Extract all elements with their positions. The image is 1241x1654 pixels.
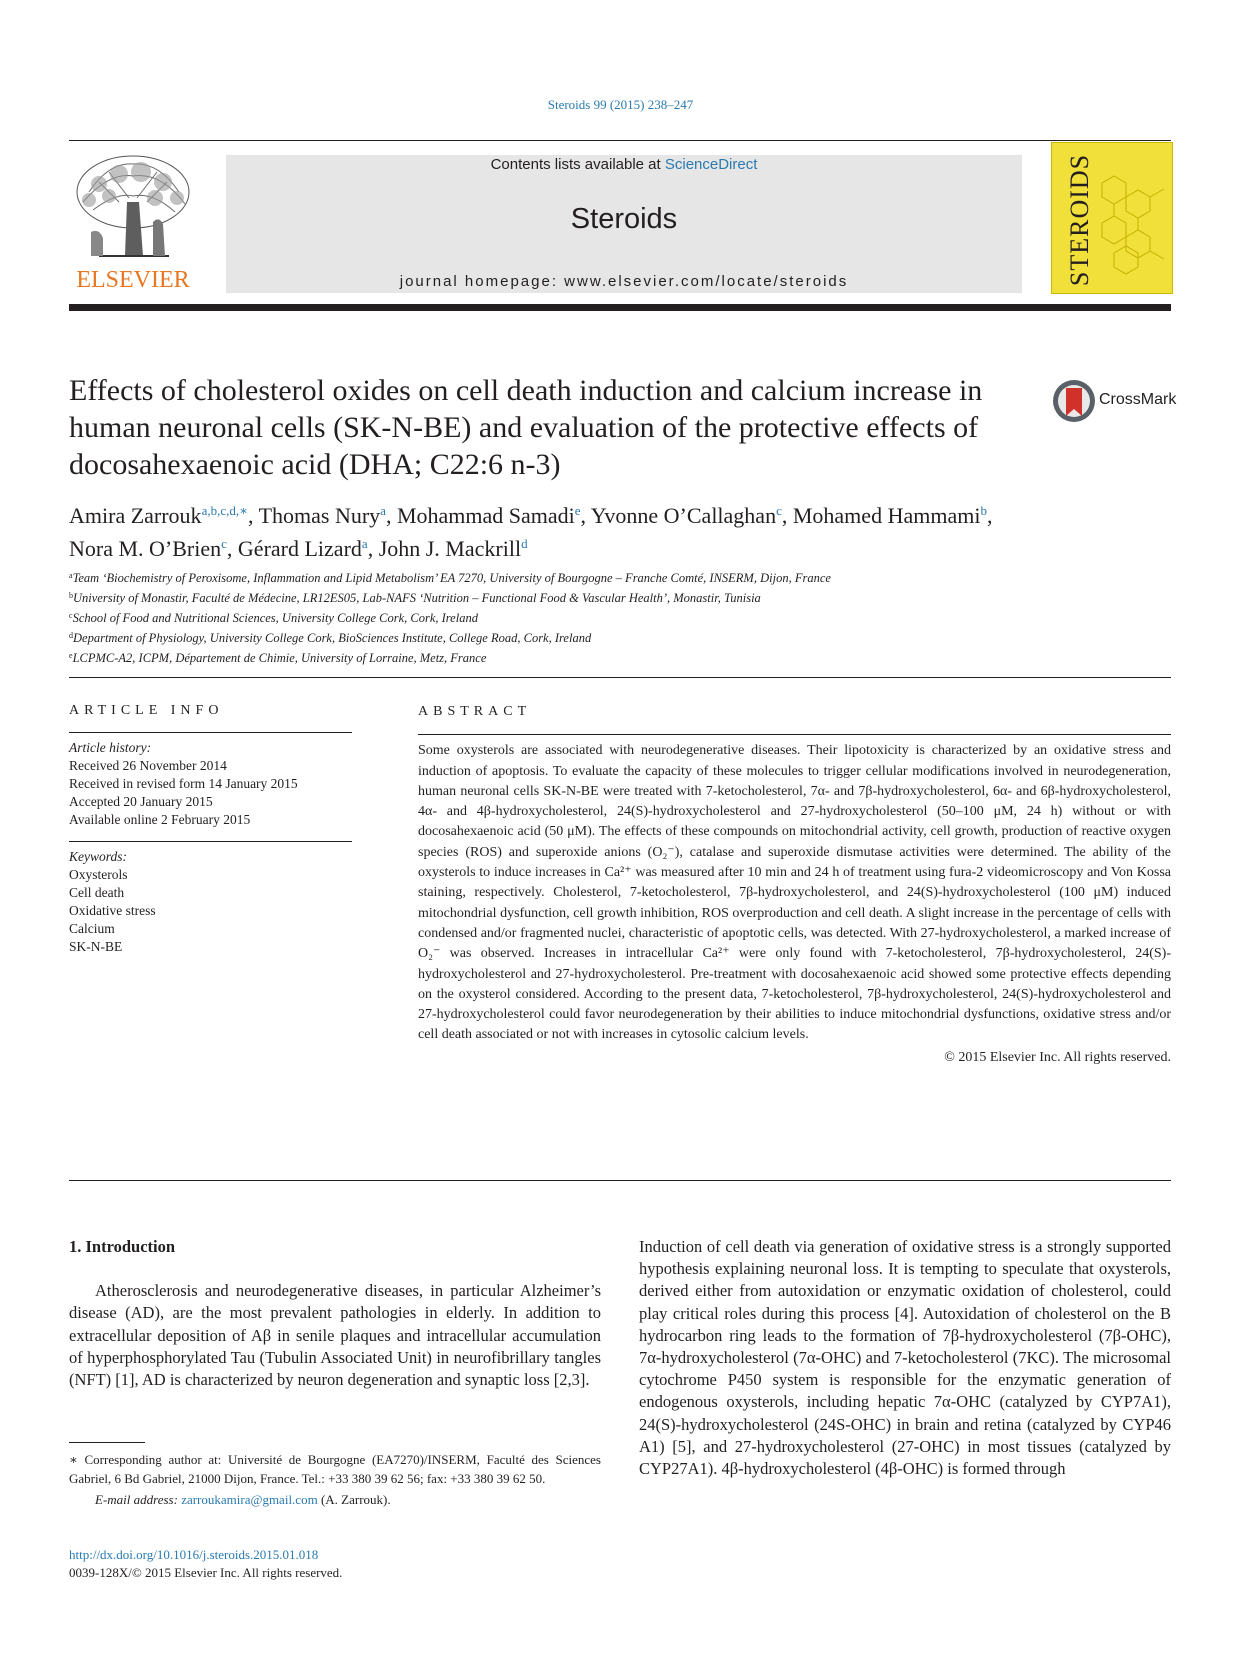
abstract-heading: ABSTRACT xyxy=(418,704,532,719)
journal-cover xyxy=(1051,142,1173,294)
footnote xyxy=(69,1451,601,1510)
author[interactable]: John J. Mackrill$^d$ xyxy=(378,536,528,561)
history-item: Received 26 November 2014 xyxy=(69,758,227,773)
article-title: Effects of cholesterol oxides on cell death induction and calcium increase in human neuronal cells (SK-N-BE) and evaluation of the protective effects of docosahexaenoic acid (DHA; C22:6 n-3) xyxy=(69,374,983,481)
body-column-left xyxy=(69,1236,601,1391)
affiliations-bottom-rule xyxy=(69,677,1171,678)
affiliation: $^d$Department of Physiology, University College Cork, BioSciences Institute, College Road, Cork, Ireland xyxy=(69,631,592,645)
abstract-copyright: © 2015 Elsevier Inc. All rights reserved. xyxy=(944,1049,1171,1065)
body-column-right xyxy=(639,1236,1171,1480)
header-top-rule xyxy=(69,140,1171,141)
email-line: E-mail address: zarroukamira@gmail.com (A. Zarrouk). xyxy=(95,1492,391,1507)
crossmark-label: CrossMark xyxy=(1099,391,1177,408)
journal-homepage[interactable]: journal homepage: www.elsevier.com/locate/steroids xyxy=(399,273,849,290)
journal-name: Steroids xyxy=(570,203,678,235)
author[interactable]: Gérard Lizard$^a$ xyxy=(237,536,368,561)
affiliation: $^e$LCPMC-A2, ICPM, Département de Chimie, University of Lorraine, Metz, France xyxy=(69,651,487,665)
paragraph: Atherosclerosis and neurodegenerative diseases, in particular Alzheimer’s disease (AD), are the most prevalent pathologies in elderly. In addition to extracellular deposition of Aβ in senile plaques and intracellular accumulation of hyperphosphorylated Tau (Tubulin Associated Unit) in neurofibrillary tangles (NFT) [1], AD is characterized by neuron degeneration and synaptic loss [2,3]. xyxy=(69,1281,601,1390)
email-link[interactable]: zarroukamira@gmail.com xyxy=(181,1492,318,1507)
sciencedirect-link[interactable]: ScienceDirect xyxy=(664,156,758,173)
author[interactable]: Nora M. O’Brien$^c$ xyxy=(69,536,227,561)
abstract-text: Some oxysterols are associated with neurodegenerative diseases. Their lipotoxicity is characterized by an oxidative stress and induction of apoptosis. To evaluate the capacity of these molecules to trigger cellular modifications involved in neurodegeneration, human neuronal cells SK-N-BE were treated with 7-ketocholesterol, 7α- and 7β-hydroxycholesterol, 6α- and 6β-hydroxycholesterol, 4α- and 4β-hydroxycholesterol, 24(S)-hydroxycholesterol and 27-hydroxycholesterol (50–100 μM, 24 h) without or with docosahexaenoic acid (50 μM). The effects of these compounds on mitochondrial activity, cell growth, production of reactive oxygen species (ROS) and superoxide anions (O₂⁻), catalase and superoxide dismutase activities were determined. The ability of the oxysterols to induce increases in Ca²⁺ was measured after 10 min and 24 h of treatment using fura-2 videomicroscopy and Von Kossa staining, respectively. Cholesterol, 7-ketocholesterol, 7β-hydroxycholesterol, and 24(S)-hydroxycholesterol (100 μM) induced mitochondrial dysfunction, cell growth inhibition, ROS overproduction and cell death. A slight increase in the percentage of cells with condensed and/or fragmented nuclei, characteristic of apoptotic cells, was detected. With 27-hydroxycholesterol, a marked increase of O₂⁻ was observed. Increases in intracellular Ca²⁺ were only found with 7-ketocholesterol, 7β-hydroxycholesterol, 24(S)-hydroxycholesterol and 27-hydroxycholesterol. Pre-treatment with docosahexaenoic acid showed some protective effects depending on the oxysterol considered. According to the present data, 7-ketocholesterol, 7β-hydroxycholesterol, 24(S)-hydroxycholesterol and 27-hydroxycholesterol could favor neurodegeneration by their abilities to induce mitochondrial dysfunctions, oxidative stress and/or cell death associated or not with increases in cytosolic calcium levels. xyxy=(418,743,1171,1043)
affiliation-list xyxy=(69,567,1171,667)
keyword: Oxysterols xyxy=(69,867,128,882)
keyword: Oxidative stress xyxy=(69,903,156,918)
abstract-rule xyxy=(418,734,1171,735)
author[interactable]: Mohamed Hammami$^b$ xyxy=(792,503,987,528)
section-heading: 1. Introduction xyxy=(69,1237,176,1256)
elsevier-logo xyxy=(69,152,197,294)
header-thick-rule xyxy=(69,304,1171,311)
history-label: Article history: xyxy=(69,740,152,755)
journal-banner xyxy=(226,155,1022,293)
crossmark-icon xyxy=(1051,378,1097,424)
cover-title: STEROIDS xyxy=(1065,153,1095,287)
paragraph: Induction of cell death via generation of oxidative stress is a strongly supported hypothesis explaining neuronal loss. It is tempting to speculate that oxysterols, derived either from autoxidation or enzymatic oxidation of cholesterol, could play critical roles during this process [4]. Autoxidation of cholesterol on the B hydrocarbon ring leads to the formation of 7β-hydroxycholesterol (7β-OHC), 7α-hydroxycholesterol (7α-OHC) and 7-ketocholesterol (7KC). The microsomal cytochrome P450 system is responsible for the enzymatic generation of endogenous oxysterols, including hepatic 7α-OHC (catalyzed by CYP7A1), 24(S)-hydroxycholesterol (24S-OHC) in brain and retina (catalyzed by CYP46 A1) [5], and 27-hydroxycholesterol (27-OHC) in most tissues (catalyzed by CYP27A1). 4β-hydroxycholesterol (4β-OHC) is formed through xyxy=(639,1237,1171,1479)
keyword: Cell death xyxy=(69,885,125,900)
keywords-label: Keywords: xyxy=(69,849,127,864)
history-item: Received in revised form 14 January 2015 xyxy=(69,776,298,791)
contents-prefix: Contents lists available at xyxy=(490,156,661,173)
author[interactable]: Mohammad Samadi$^e$ xyxy=(396,503,581,528)
elsevier-wordmark: ELSEVIER xyxy=(76,267,190,293)
author-list: Amira Zarrouk$^{a,b,c,d,∗}$, Thomas Nury$^a$, Mohammad Samadi$^e$, Yvonne O’Callaghan$^c$, Mohamed Hammami$^b$, Nora M. O’Brien$^c$, Gérard Lizard$^a$, John J. Mackrill$^d$ xyxy=(69,503,993,561)
abstract xyxy=(418,702,1171,1068)
article-info-heading: ARTICLE INFO xyxy=(69,703,224,718)
contents-line xyxy=(226,156,1022,173)
abstract-bottom-rule xyxy=(69,1180,1171,1181)
affiliation: $^b$University of Monastir, Faculté de Médecine, LR12ES05, Lab-NAFS ‘Nutrition – Functional Food & Vascular Health’, Monastir, Tunisia xyxy=(69,591,761,605)
history-item: Accepted 20 January 2015 xyxy=(69,794,213,809)
crossmark-badge[interactable] xyxy=(1051,378,1177,424)
author[interactable]: Yvonne O’Callaghan$^c$ xyxy=(590,503,782,528)
keyword: Calcium xyxy=(69,921,115,936)
article-info-rule xyxy=(69,732,352,733)
author[interactable]: Thomas Nury$^a$ xyxy=(258,503,386,528)
issn-line: 0039-128X/© 2015 Elsevier Inc. All rights reserved. xyxy=(69,1565,343,1580)
history-item: Available online 2 February 2015 xyxy=(69,812,251,827)
article-info xyxy=(69,702,352,956)
doi-block xyxy=(69,1546,601,1582)
affiliation: $^a$Team ‘Biochemistry of Peroxisome, Inflammation and Lipid Metabolism’ EA 7270, University of Bourgogne – Franche Comté, INSERM, Dijon, France xyxy=(69,571,831,585)
doi-link[interactable]: http://dx.doi.org/10.1016/j.steroids.2015.01.018 xyxy=(69,1547,319,1562)
affiliation: $^c$School of Food and Nutritional Sciences, University College Cork, Cork, Ireland xyxy=(69,611,478,625)
footnote-rule xyxy=(69,1442,145,1443)
corresponding-author: ∗ Corresponding author at: Université de Bourgogne (EA7270)/INSERM, Faculté des Sciences Gabriel, 6 Bd Gabriel, 21000 Dijon, France. Tel.: +33 380 39 62 56; fax: +33 380 39 62 50. xyxy=(69,1452,601,1486)
tree-icon xyxy=(69,152,197,264)
author[interactable]: Amira Zarrouk$^{a,b,c,d,∗}$ xyxy=(69,503,248,528)
keyword: SK-N-BE xyxy=(69,939,123,954)
journal-citation[interactable]: Steroids 99 (2015) 238–247 xyxy=(547,97,694,112)
keywords-rule xyxy=(69,841,352,842)
